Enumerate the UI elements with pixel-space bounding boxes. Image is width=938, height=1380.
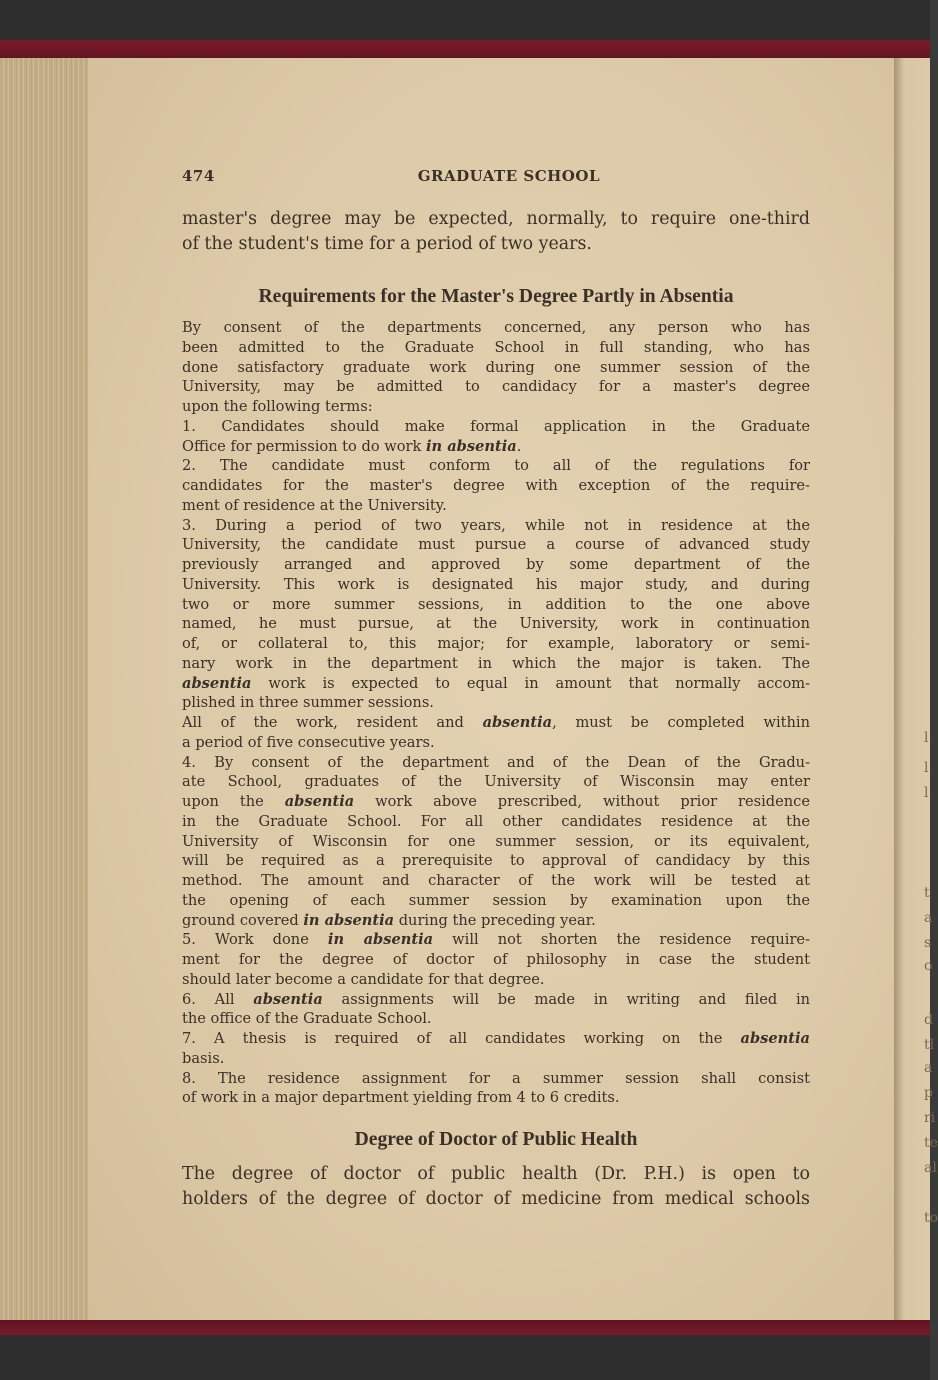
- adjacent-page-text-fragment: te: [924, 1135, 938, 1151]
- body-line: [182, 535, 810, 555]
- text-run: nary work in the department in which the major is taken. The: [182, 654, 810, 672]
- body-line: [182, 693, 810, 713]
- body-line: [182, 772, 810, 792]
- text-run: been admitted to the Graduate School in full standing, who has: [182, 338, 810, 356]
- text-run: University of Wisconsin for one summer session, or its equivalent,: [182, 832, 810, 850]
- section-heading-absentia: Requirements for the Master's Degree Partly in Absentia: [258, 286, 734, 307]
- text-run: All of the work, resident and: [182, 714, 483, 731]
- text-run: ground covered: [182, 911, 304, 929]
- running-header: [182, 167, 600, 189]
- text-run: 6. All: [182, 990, 254, 1008]
- italic-term: in absentia: [303, 911, 395, 929]
- text-run: plished in three summer sessions.: [182, 694, 434, 712]
- body-line: [182, 614, 810, 634]
- body-line: [182, 456, 810, 476]
- text-run: 5. Work done: [182, 931, 328, 949]
- text-run: University, may be admitted to candidacy for a master's degree: [182, 378, 810, 396]
- adjacent-page-text-fragment: t: [924, 885, 930, 901]
- text-run: candidates for the master's degree with exception of the require-: [182, 477, 810, 494]
- scan-background-bottom: [0, 1335, 930, 1380]
- text-run: during the preceding year.: [394, 911, 596, 929]
- text-run: will not shorten the residence require-: [433, 931, 811, 949]
- body-line: [182, 377, 810, 397]
- intro-line: master's degree may be expected, normally, to require one-third: [182, 209, 810, 229]
- text-run: done satisfactory graduate work during one summer session of the: [182, 358, 810, 376]
- page-edges-left: [0, 58, 92, 1324]
- adjacent-page-text-fragment: a: [924, 910, 933, 926]
- text-run: ment for the degree of doctor of philosophy in case the student: [182, 951, 810, 968]
- text-run: work is expected to equal in amount that normally accom-: [251, 674, 810, 692]
- body-line: [182, 733, 810, 753]
- body-line: [182, 871, 810, 891]
- adjacent-page-text-fragment: l: [924, 730, 929, 746]
- text-run: University, the candidate must pursue a course of advanced study: [182, 536, 810, 554]
- body-line: [182, 1049, 810, 1069]
- intro-paragraph: [182, 207, 810, 257]
- body-line: [182, 1088, 810, 1108]
- body-line: [182, 674, 810, 694]
- adjacent-page-text-fragment: p: [924, 1085, 933, 1101]
- text-run: method. The amount and character of the work will be tested at: [182, 872, 810, 889]
- intro-line: of the student's time for a period of two years.: [182, 234, 592, 254]
- adjacent-page-text-fragment: al: [924, 1160, 937, 1176]
- text-run: the opening of each summer session by examination upon the: [182, 891, 810, 909]
- adjacent-page-text-fragment: o: [924, 958, 933, 974]
- adjacent-page-edge: [888, 58, 938, 1324]
- italic-term: absentia: [182, 674, 252, 692]
- body-line: [182, 358, 810, 378]
- body-line: [182, 930, 810, 950]
- body-line: [182, 851, 810, 871]
- body-line: The degree of doctor of public health (Dr. P.H.) is open to: [182, 1164, 810, 1184]
- text-run: of, or collateral to, this major; for example, laboratory or semi-: [182, 635, 810, 652]
- text-run: basis.: [182, 1049, 225, 1067]
- body-line: [182, 990, 810, 1010]
- text-run: , must be completed within: [552, 714, 810, 731]
- section-public-health-body: [182, 1162, 810, 1212]
- text-run: Office for permission to do work: [182, 437, 426, 455]
- text-run: of work in a major department yielding from 4 to 6 credits.: [182, 1089, 620, 1107]
- text-run: named, he must pursue, at the University, work in continuation: [182, 615, 810, 633]
- text-run: 2. The candidate must conform to all of the regulations for: [182, 457, 810, 475]
- text-run: University. This work is designated his major study, and during: [182, 575, 810, 593]
- body-line: [182, 555, 810, 575]
- italic-term: in absentia: [425, 437, 517, 455]
- text-run: two or more summer sessions, in addition to the one above: [182, 595, 810, 613]
- text-run: upon the following terms:: [182, 398, 373, 415]
- italic-term: absentia: [253, 990, 323, 1008]
- body-line: [182, 417, 810, 437]
- body-line: [182, 832, 810, 852]
- text-run: work above prescribed, without prior residence: [354, 793, 810, 810]
- italic-term: absentia: [284, 793, 355, 810]
- text-run: previously arranged and approved by some department of the: [182, 556, 810, 573]
- adjacent-page-text-fragment: tl: [924, 1037, 935, 1053]
- text-run: By consent of the departments concerned, any person who has: [182, 319, 810, 336]
- scan-background-top: [0, 0, 930, 40]
- italic-term: in absentia: [327, 931, 434, 949]
- body-line: [182, 713, 810, 733]
- text-run: a period of five consecutive years.: [182, 733, 435, 751]
- adjacent-page-text-fragment: ri: [924, 1110, 936, 1126]
- adjacent-page-text-fragment: s: [924, 935, 932, 951]
- body-line: [182, 595, 810, 615]
- body-line: [182, 575, 810, 595]
- adjacent-page-text-fragment: l: [924, 785, 929, 801]
- section-absentia-body: [182, 318, 810, 1108]
- text-run: 7. A thesis is required of all candidates working on the: [182, 1030, 741, 1047]
- body-line: [182, 753, 810, 773]
- text-run: ate School, graduates of the University of Wisconsin may enter: [182, 773, 810, 791]
- body-line: [182, 950, 810, 970]
- book-binding-bottom: [0, 1320, 930, 1336]
- body-line: [182, 1069, 810, 1089]
- body-line: [182, 338, 810, 358]
- running-title: GRADUATE SCHOOL: [417, 167, 600, 185]
- text-run: 1. Candidates should make formal application in the Graduate: [182, 417, 810, 435]
- body-line: [182, 792, 810, 812]
- text-run: 8. The residence assignment for a summer session shall consist: [182, 1069, 810, 1087]
- body-line: [182, 496, 810, 516]
- text-run: .: [516, 437, 522, 455]
- body-line: [182, 911, 810, 931]
- adjacent-page-text-fragment: l: [924, 760, 929, 776]
- body-line: [182, 1009, 810, 1029]
- body-line: [182, 318, 810, 338]
- text-run: in the Graduate School. For all other candidates residence at the: [182, 812, 810, 830]
- text-run: upon the: [182, 793, 285, 810]
- adjacent-page-text-fragment: to: [924, 1210, 938, 1226]
- text-run: assignments will be made in writing and filed in: [322, 990, 811, 1008]
- text-run: 4. By consent of the department and of the Dean of the Gradu-: [182, 753, 810, 771]
- body-line: [182, 397, 810, 417]
- body-line: [182, 970, 810, 990]
- text-run: will be required as a prerequisite to approval of candidacy by this: [182, 852, 810, 870]
- page-number: 474: [182, 167, 215, 185]
- text-run: 3. During a period of two years, while not in residence at the: [182, 516, 810, 534]
- adjacent-page-text-fragment: d: [924, 1012, 933, 1028]
- body-line: [182, 1029, 810, 1049]
- body-line: [182, 437, 810, 457]
- body-line: [182, 891, 810, 911]
- text-run: ment of residence at the University.: [182, 496, 447, 514]
- adjacent-page-text-fragment: a: [924, 1060, 933, 1076]
- italic-term: absentia: [482, 714, 553, 731]
- body-line: [182, 476, 810, 496]
- text-run: should later become a candidate for that degree.: [182, 970, 545, 988]
- text-run: the office of the Graduate School.: [182, 1010, 432, 1028]
- body-line: [182, 654, 810, 674]
- body-line: [182, 812, 810, 832]
- italic-term: absentia: [740, 1030, 810, 1047]
- body-line: holders of the degree of doctor of medicine from medical schools: [182, 1189, 810, 1209]
- section-heading-public-health: Degree of Doctor of Public Health: [354, 1129, 638, 1150]
- body-line: [182, 516, 810, 536]
- body-line: [182, 634, 810, 654]
